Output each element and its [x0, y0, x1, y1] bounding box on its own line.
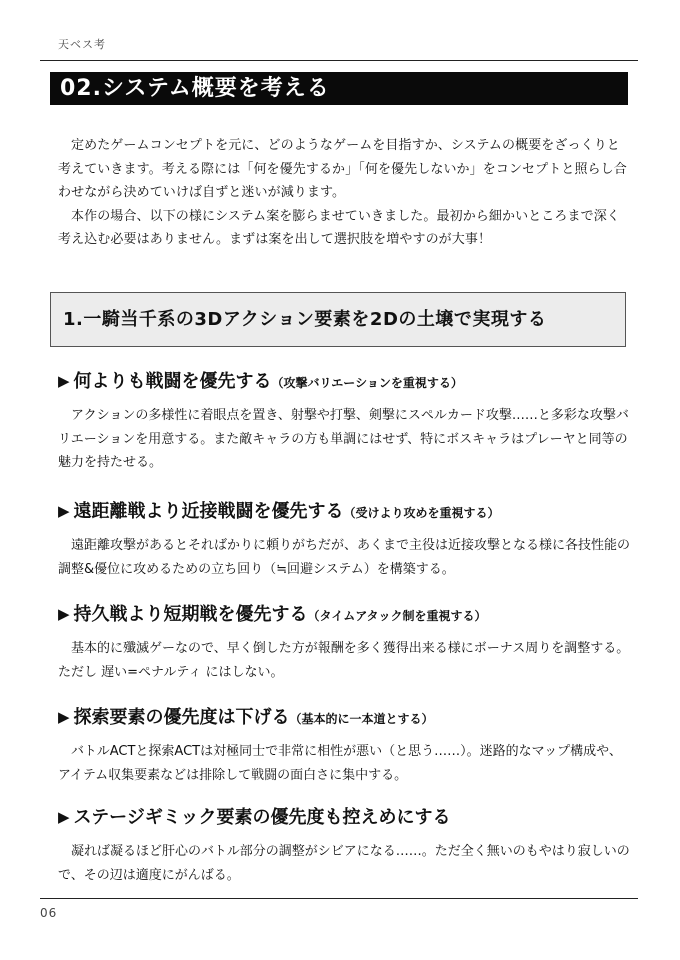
policy-heading [58, 704, 632, 730]
policy-title: 探索要素の優先度は下げる [73, 707, 290, 728]
policy-block [58, 704, 632, 787]
policy-heading [58, 601, 632, 627]
policy-title: ステージギミック要素の優先度も控えめにする [73, 807, 451, 828]
policy-block [58, 368, 632, 475]
triangle-marker-icon: ▶ [58, 808, 70, 826]
chapter-title: 02.システム概要を考える [50, 72, 628, 105]
policy-title: 何よりも戦闘を優先する [73, 371, 272, 392]
section-heading: 1.一騎当千系の3Dアクション要素を2Dの土壌で実現する [50, 292, 626, 347]
policy-body: 凝れば凝るほど肝心のバトル部分の調整がシビアになる……。ただ全く無いのもやはり寂しいので、その辺は適度にがんばる。 [58, 844, 630, 883]
triangle-marker-icon: ▶ [58, 372, 70, 390]
policy-heading [58, 368, 632, 394]
page-number: 06 [40, 906, 58, 920]
policy-subtitle: （攻撃バリエーションを重視する） [271, 376, 463, 390]
intro-paragraph: 定めたゲームコンセプトを元に、どのようなゲームを目指すか、システムの概要をざっくりと考えていきます。考える際には「何を優先するか」「何を優先しないか」をコンセプトと照らし合わせながら決めていけば自ずと迷いが減ります。 [58, 138, 627, 200]
triangle-marker-icon: ▶ [58, 605, 70, 623]
header-divider [40, 60, 638, 61]
policy-title: 遠距離戦より近接戦闘を優先する [73, 501, 344, 522]
policy-heading [58, 804, 632, 830]
policy-block [58, 498, 632, 581]
intro-paragraph: 本作の場合、以下の様にシステム案を膨らませていきました。最初から細かいところまで深く考え込む必要はありません。まずは案を出して選択肢を増やすのが大事！ [58, 208, 620, 247]
policy-subtitle: （受けより攻めを重視する） [343, 506, 500, 520]
policy-body: アクションの多様性に着眼点を置き、射撃や打撃、剣撃にスペルカード攻撃……と多彩な攻撃バリエーションを用意する。また敵キャラの方も単調にはせず、特にボスキャラはプレーヤと同等の魅力を持たせる。 [58, 408, 629, 470]
policy-body: 遠距離攻撃があるとそればかりに頼りがちだが、あくまで主役は近接攻撃となる様に各技性能の調整&優位に攻めるための立ち回り（≒回避システム）を構築する。 [58, 538, 631, 577]
policy-block [58, 601, 632, 684]
policy-heading [58, 498, 632, 524]
policy-subtitle: （基本的に一本道とする） [289, 712, 434, 726]
policy-body: 基本的に殲滅ゲーなので、早く倒した方が報酬を多く獲得出来る様にボーナス周りを調整する。ただし 遅い=ペナルティ にはしない。 [58, 641, 630, 680]
triangle-marker-icon: ▶ [58, 708, 70, 726]
policy-block [58, 804, 632, 887]
triangle-marker-icon: ▶ [58, 502, 70, 520]
policy-body: バトルACTと探索ACTは対極同士で非常に相性が悪い（と思う……）。迷路的なマップ構成や、アイテム収集要素などは排除して戦闘の面白さに集中する。 [58, 744, 622, 783]
footer-divider [40, 898, 638, 899]
policy-subtitle: （タイムアタック制を重視する） [307, 609, 487, 623]
running-header: 天ベス考 [58, 38, 106, 51]
policy-title: 持久戦より短期戦を優先する [73, 604, 308, 625]
intro-text [58, 134, 632, 252]
